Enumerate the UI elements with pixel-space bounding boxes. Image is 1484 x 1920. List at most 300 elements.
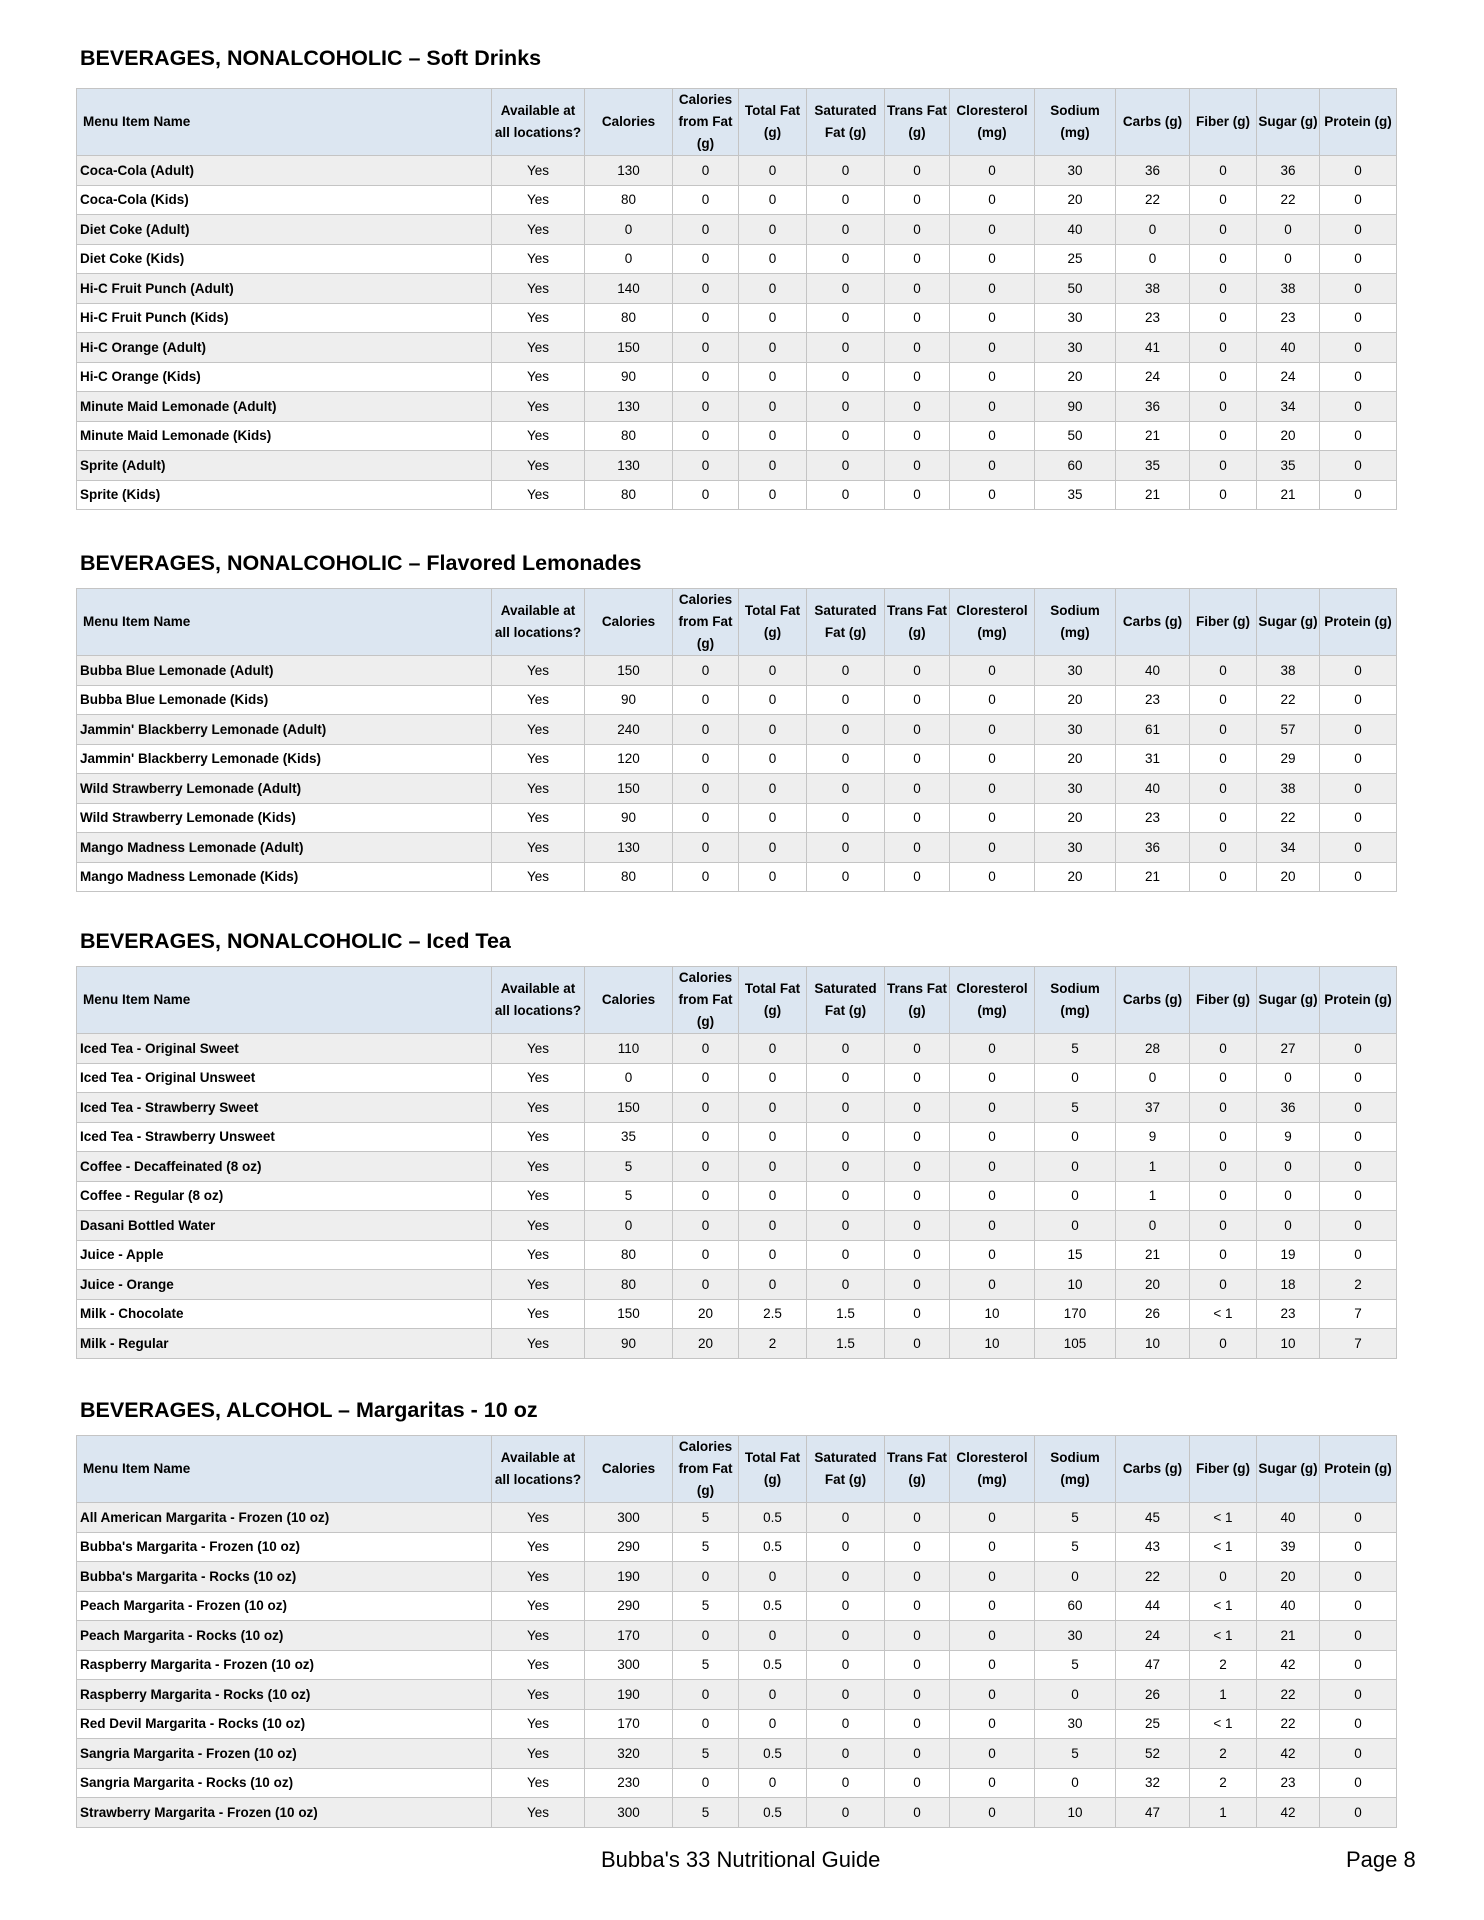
nutrition-value: 190: [585, 1680, 673, 1710]
nutrition-value: 0: [1190, 862, 1257, 892]
nutrition-value: 25: [1035, 244, 1116, 274]
nutrition-value: 80: [585, 862, 673, 892]
table-row: [77, 1503, 1397, 1533]
nutrition-value: 0: [673, 185, 739, 215]
nutrition-value: 0: [885, 215, 950, 245]
nutrition-value: 0: [950, 333, 1035, 363]
nutrition-value: 25: [1116, 1709, 1190, 1739]
nutrition-value: 0: [950, 1122, 1035, 1152]
nutrition-value: 44: [1116, 1591, 1190, 1621]
table-row: [77, 656, 1397, 686]
nutrition-value: 0: [739, 1270, 807, 1300]
menu-item-name: Coca-Cola (Adult): [77, 156, 492, 186]
nutrition-value: 0: [673, 1240, 739, 1270]
nutrition-value: 0: [1190, 1063, 1257, 1093]
nutrition-value: 0: [1320, 421, 1397, 451]
nutrition-value: 0: [585, 1063, 673, 1093]
nutrition-value: 0: [1190, 274, 1257, 304]
nutrition-value: 0: [807, 1034, 885, 1064]
nutrition-value: 0: [1320, 685, 1397, 715]
nutrition-value: Yes: [492, 1211, 585, 1241]
nutrition-value: 240: [585, 715, 673, 745]
nutrition-value: 0: [1320, 1562, 1397, 1592]
nutrition-value: 0.5: [739, 1798, 807, 1828]
nutrition-value: 0: [739, 1621, 807, 1651]
header-row: [77, 967, 1397, 1034]
nutrition-value: 0: [739, 1240, 807, 1270]
nutrition-value: 0: [1320, 774, 1397, 804]
nutrition-value: 105: [1035, 1329, 1116, 1359]
nutrition-value: 0: [1320, 480, 1397, 510]
nutrition-value: 21: [1116, 862, 1190, 892]
nutrition-value: 0: [885, 1211, 950, 1241]
nutrition-value: 0: [950, 1680, 1035, 1710]
nutrition-value: 0: [1257, 244, 1320, 274]
nutrition-value: 190: [585, 1562, 673, 1592]
menu-item-name: Bubba Blue Lemonade (Kids): [77, 685, 492, 715]
nutrition-value: 20: [1035, 362, 1116, 392]
menu-item-name: Coca-Cola (Kids): [77, 185, 492, 215]
nutrition-value: 37: [1116, 1093, 1190, 1123]
column-header: Calories from Fat (g): [673, 589, 739, 656]
nutrition-value: 140: [585, 274, 673, 304]
nutrition-value: 0: [1320, 1034, 1397, 1064]
nutrition-value: 0: [739, 1211, 807, 1241]
table-row: [77, 303, 1397, 333]
column-header: Fiber (g): [1190, 89, 1257, 156]
table-row: [77, 833, 1397, 863]
nutrition-value: 0: [1190, 774, 1257, 804]
nutrition-value: 0: [739, 215, 807, 245]
nutrition-value: 0: [885, 1591, 950, 1621]
nutrition-value: 22: [1257, 803, 1320, 833]
table-row: [77, 1270, 1397, 1300]
table-row: [77, 333, 1397, 363]
nutrition-value: 130: [585, 156, 673, 186]
nutrition-value: 23: [1257, 303, 1320, 333]
nutrition-value: 0: [673, 421, 739, 451]
nutrition-value: 47: [1116, 1650, 1190, 1680]
nutrition-value: 90: [585, 1329, 673, 1359]
table-row: [77, 1768, 1397, 1798]
column-header: Cloresterol (mg): [950, 1436, 1035, 1503]
column-header: Calories: [585, 967, 673, 1034]
nutrition-value: 0: [1320, 1798, 1397, 1828]
nutrition-value: 0: [673, 833, 739, 863]
nutrition-value: 0: [673, 1093, 739, 1123]
nutrition-value: 0: [807, 744, 885, 774]
nutrition-value: 0: [807, 803, 885, 833]
nutrition-value: 31: [1116, 744, 1190, 774]
nutrition-value: 0: [673, 1181, 739, 1211]
nutrition-value: 21: [1116, 421, 1190, 451]
nutrition-value: 0: [807, 862, 885, 892]
nutrition-value: 22: [1116, 1562, 1190, 1592]
nutrition-value: 0: [1190, 215, 1257, 245]
nutrition-value: 20: [673, 1299, 739, 1329]
nutrition-value: 47: [1116, 1798, 1190, 1828]
nutrition-value: 0: [885, 1063, 950, 1093]
nutrition-value: 20: [1257, 1562, 1320, 1592]
menu-item-name: Jammin' Blackberry Lemonade (Kids): [77, 744, 492, 774]
menu-item-name: Sangria Margarita - Frozen (10 oz): [77, 1739, 492, 1769]
nutrition-value: Yes: [492, 862, 585, 892]
nutrition-value: 21: [1257, 480, 1320, 510]
nutrition-value: 5: [1035, 1503, 1116, 1533]
nutrition-value: Yes: [492, 1591, 585, 1621]
menu-item-name: Minute Maid Lemonade (Adult): [77, 392, 492, 422]
nutrition-value: Yes: [492, 744, 585, 774]
table-row: [77, 1063, 1397, 1093]
menu-item-name: Juice - Apple: [77, 1240, 492, 1270]
nutrition-value: 0: [950, 744, 1035, 774]
column-header: Carbs (g): [1116, 1436, 1190, 1503]
nutrition-value: 0: [1035, 1063, 1116, 1093]
nutrition-value: 36: [1116, 392, 1190, 422]
nutrition-value: 0: [1190, 1211, 1257, 1241]
nutrition-value: 0: [1320, 362, 1397, 392]
nutrition-value: 0: [885, 274, 950, 304]
nutrition-value: 5: [1035, 1034, 1116, 1064]
nutrition-value: 0: [807, 1152, 885, 1182]
nutrition-value: 0: [885, 1532, 950, 1562]
nutrition-value: 0: [739, 715, 807, 745]
nutrition-value: 0: [739, 1562, 807, 1592]
nutrition-value: Yes: [492, 1650, 585, 1680]
nutrition-value: 150: [585, 656, 673, 686]
nutrition-value: 30: [1035, 715, 1116, 745]
nutrition-value: 0: [739, 774, 807, 804]
nutrition-value: 42: [1257, 1739, 1320, 1769]
nutrition-value: 0: [1190, 1122, 1257, 1152]
nutrition-value: 0: [673, 1211, 739, 1241]
nutrition-value: 0: [673, 451, 739, 481]
nutrition-value: 0: [885, 1739, 950, 1769]
table-row: [77, 1739, 1397, 1769]
table-header-row: [77, 589, 1397, 656]
nutrition-value: 0: [1320, 215, 1397, 245]
column-header: Sodium (mg): [1035, 89, 1116, 156]
table-row: [77, 1798, 1397, 1828]
table-row: [77, 362, 1397, 392]
nutrition-value: 42: [1257, 1650, 1320, 1680]
menu-item-name: Raspberry Margarita - Rocks (10 oz): [77, 1680, 492, 1710]
nutrition-value: Yes: [492, 803, 585, 833]
nutrition-value: 0: [1320, 333, 1397, 363]
nutrition-value: 320: [585, 1739, 673, 1769]
nutrition-value: 0: [950, 1798, 1035, 1828]
nutrition-value: 130: [585, 833, 673, 863]
nutrition-value: 0: [739, 244, 807, 274]
nutrition-value: 0: [673, 1270, 739, 1300]
nutrition-value: 20: [1035, 185, 1116, 215]
nutrition-value: 0: [739, 1034, 807, 1064]
nutrition-value: 5: [1035, 1532, 1116, 1562]
nutrition-value: 0: [673, 480, 739, 510]
nutrition-value: Yes: [492, 1270, 585, 1300]
nutrition-value: 22: [1116, 185, 1190, 215]
nutrition-value: 0: [1190, 803, 1257, 833]
table-row: [77, 1122, 1397, 1152]
nutrition-value: 0: [1320, 1768, 1397, 1798]
nutrition-value: 0: [950, 1240, 1035, 1270]
column-header: Carbs (g): [1116, 89, 1190, 156]
nutrition-value: 80: [585, 421, 673, 451]
nutrition-value: 0: [739, 451, 807, 481]
nutrition-value: 0: [739, 862, 807, 892]
nutrition-value: 26: [1116, 1680, 1190, 1710]
column-header: Available at all locations?: [492, 967, 585, 1034]
nutrition-value: 0: [1320, 392, 1397, 422]
table-row: [77, 1562, 1397, 1592]
menu-item-name: Milk - Chocolate: [77, 1299, 492, 1329]
nutrition-value: 0: [885, 1680, 950, 1710]
nutrition-value: 0: [950, 1181, 1035, 1211]
nutrition-value: Yes: [492, 656, 585, 686]
nutrition-value: 0: [1320, 451, 1397, 481]
nutrition-value: 0: [739, 303, 807, 333]
nutrition-value: 0: [1190, 833, 1257, 863]
nutrition-value: 38: [1116, 274, 1190, 304]
menu-item-name: Iced Tea - Strawberry Sweet: [77, 1093, 492, 1123]
nutrition-value: 0: [1190, 1093, 1257, 1123]
nutrition-value: 0: [807, 685, 885, 715]
table-header-row: [77, 1436, 1397, 1503]
nutrition-value: Yes: [492, 333, 585, 363]
column-header: Available at all locations?: [492, 89, 585, 156]
nutrition-value: 0: [807, 774, 885, 804]
nutrition-value: 2: [1190, 1650, 1257, 1680]
nutrition-value: 5: [1035, 1093, 1116, 1123]
nutrition-table-flavored-lemonades: [76, 588, 1397, 892]
nutrition-value: 0: [950, 685, 1035, 715]
nutrition-value: 0: [950, 1034, 1035, 1064]
menu-item-name: Coffee - Decaffeinated (8 oz): [77, 1152, 492, 1182]
nutrition-value: 0: [739, 1709, 807, 1739]
nutrition-value: 0.5: [739, 1532, 807, 1562]
nutrition-value: 0: [1035, 1211, 1116, 1241]
nutrition-value: 0: [1035, 1152, 1116, 1182]
nutrition-value: 0: [1190, 392, 1257, 422]
nutrition-value: 0: [807, 421, 885, 451]
table-row: [77, 1034, 1397, 1064]
nutrition-value: 0: [1320, 274, 1397, 304]
nutrition-value: 9: [1116, 1122, 1190, 1152]
nutrition-value: 36: [1116, 833, 1190, 863]
nutrition-value: 0: [885, 685, 950, 715]
nutrition-value: 24: [1257, 362, 1320, 392]
nutrition-value: 40: [1257, 1591, 1320, 1621]
nutrition-value: 0: [950, 1270, 1035, 1300]
column-header: Cloresterol (mg): [950, 967, 1035, 1034]
nutrition-value: 5: [673, 1798, 739, 1828]
nutrition-value: 0: [1190, 1270, 1257, 1300]
nutrition-value: Yes: [492, 1798, 585, 1828]
nutrition-value: 0: [673, 156, 739, 186]
nutrition-value: < 1: [1190, 1532, 1257, 1562]
nutrition-value: 0: [1190, 451, 1257, 481]
nutrition-value: Yes: [492, 1329, 585, 1359]
nutrition-value: 300: [585, 1503, 673, 1533]
nutrition-value: 15: [1035, 1240, 1116, 1270]
nutrition-value: 20: [673, 1329, 739, 1359]
nutrition-value: 0: [885, 1034, 950, 1064]
table-row: [77, 1299, 1397, 1329]
section-title-margaritas: BEVERAGES, ALCOHOL – Margaritas - 10 oz: [80, 1398, 538, 1422]
nutrition-value: 150: [585, 1299, 673, 1329]
menu-item-name: Hi-C Fruit Punch (Adult): [77, 274, 492, 304]
nutrition-value: 36: [1116, 156, 1190, 186]
column-header: Cloresterol (mg): [950, 589, 1035, 656]
nutrition-value: 0: [807, 1181, 885, 1211]
nutrition-value: 0: [950, 303, 1035, 333]
nutrition-value: 2: [1320, 1270, 1397, 1300]
nutrition-value: 0: [807, 244, 885, 274]
nutrition-value: 22: [1257, 185, 1320, 215]
nutrition-value: 0: [807, 1621, 885, 1651]
menu-item-name: Diet Coke (Adult): [77, 215, 492, 245]
nutrition-value: 0: [950, 715, 1035, 745]
nutrition-value: 0: [950, 1768, 1035, 1798]
nutrition-value: 0: [739, 185, 807, 215]
nutrition-value: 5: [585, 1181, 673, 1211]
nutrition-value: 230: [585, 1768, 673, 1798]
nutrition-value: 0: [885, 1650, 950, 1680]
nutrition-value: 0: [885, 1798, 950, 1828]
nutrition-value: 0: [673, 1122, 739, 1152]
nutrition-value: 0: [739, 1093, 807, 1123]
nutrition-value: 0: [950, 1063, 1035, 1093]
nutrition-value: 0: [807, 1063, 885, 1093]
menu-item-name: Sprite (Kids): [77, 480, 492, 510]
nutrition-value: 0: [885, 715, 950, 745]
nutrition-value: 7: [1320, 1299, 1397, 1329]
nutrition-value: 0: [885, 1299, 950, 1329]
nutrition-value: 0: [950, 244, 1035, 274]
nutrition-value: 0: [950, 215, 1035, 245]
nutrition-value: 18: [1257, 1270, 1320, 1300]
column-header: Calories from Fat (g): [673, 967, 739, 1034]
nutrition-value: Yes: [492, 1562, 585, 1592]
menu-item-name: Milk - Regular: [77, 1329, 492, 1359]
nutrition-value: 22: [1257, 685, 1320, 715]
nutrition-value: Yes: [492, 1739, 585, 1769]
nutrition-value: 0: [807, 1798, 885, 1828]
menu-item-name: Iced Tea - Original Sweet: [77, 1034, 492, 1064]
nutrition-value: 0: [885, 1240, 950, 1270]
nutrition-value: 0: [673, 1709, 739, 1739]
nutrition-value: 30: [1035, 333, 1116, 363]
nutrition-value: 0: [1190, 715, 1257, 745]
table-row: [77, 685, 1397, 715]
nutrition-value: 30: [1035, 303, 1116, 333]
table-header-row: [77, 89, 1397, 156]
menu-item-name: Peach Margarita - Frozen (10 oz): [77, 1591, 492, 1621]
nutrition-value: 0: [807, 1240, 885, 1270]
nutrition-value: 0: [739, 1122, 807, 1152]
nutrition-value: 0: [950, 1093, 1035, 1123]
nutrition-value: 0: [1190, 156, 1257, 186]
nutrition-value: 0: [585, 215, 673, 245]
table-row: [77, 215, 1397, 245]
column-header: Available at all locations?: [492, 589, 585, 656]
nutrition-value: 0: [885, 862, 950, 892]
nutrition-value: 0: [1190, 1181, 1257, 1211]
nutrition-value: Yes: [492, 1152, 585, 1182]
table-row: [77, 803, 1397, 833]
nutrition-value: 0: [739, 1063, 807, 1093]
nutrition-value: 9: [1257, 1122, 1320, 1152]
nutrition-value: < 1: [1190, 1621, 1257, 1651]
nutrition-value: 21: [1257, 1621, 1320, 1651]
nutrition-value: Yes: [492, 1240, 585, 1270]
nutrition-value: 0: [885, 744, 950, 774]
nutrition-value: 5: [1035, 1739, 1116, 1769]
nutrition-value: 0: [1257, 1063, 1320, 1093]
nutrition-value: 40: [1116, 656, 1190, 686]
nutrition-value: 0: [673, 303, 739, 333]
nutrition-value: 0: [950, 656, 1035, 686]
nutrition-value: Yes: [492, 833, 585, 863]
table-row: [77, 744, 1397, 774]
nutrition-value: Yes: [492, 215, 585, 245]
column-header: Available at all locations?: [492, 1436, 585, 1503]
nutrition-value: 2.5: [739, 1299, 807, 1329]
nutrition-value: 0: [1320, 1680, 1397, 1710]
nutrition-value: < 1: [1190, 1503, 1257, 1533]
nutrition-value: 0: [1035, 1122, 1116, 1152]
menu-item-name: Bubba's Margarita - Frozen (10 oz): [77, 1532, 492, 1562]
menu-item-name: Juice - Orange: [77, 1270, 492, 1300]
column-header: Trans Fat (g): [885, 589, 950, 656]
menu-item-name: All American Margarita - Frozen (10 oz): [77, 1503, 492, 1533]
nutrition-value: 30: [1035, 156, 1116, 186]
nutrition-value: 0: [673, 1034, 739, 1064]
nutrition-value: Yes: [492, 362, 585, 392]
nutrition-value: 29: [1257, 744, 1320, 774]
menu-item-name: Red Devil Margarita - Rocks (10 oz): [77, 1709, 492, 1739]
nutrition-value: Yes: [492, 1034, 585, 1064]
nutrition-value: 170: [585, 1709, 673, 1739]
nutrition-value: 0: [885, 1122, 950, 1152]
nutrition-value: 0: [673, 1768, 739, 1798]
nutrition-value: Yes: [492, 274, 585, 304]
nutrition-value: 170: [585, 1621, 673, 1651]
nutrition-value: 0: [1190, 685, 1257, 715]
column-header: Menu Item Name: [77, 1436, 492, 1503]
column-header: Calories: [585, 1436, 673, 1503]
nutrition-value: 39: [1257, 1532, 1320, 1562]
nutrition-value: Yes: [492, 1503, 585, 1533]
nutrition-value: 0: [885, 480, 950, 510]
nutrition-value: 0: [673, 362, 739, 392]
nutrition-value: 5: [673, 1739, 739, 1769]
nutrition-value: 0: [1116, 215, 1190, 245]
nutrition-value: 0: [673, 744, 739, 774]
menu-item-name: Wild Strawberry Lemonade (Adult): [77, 774, 492, 804]
nutrition-value: 80: [585, 1240, 673, 1270]
nutrition-value: 300: [585, 1650, 673, 1680]
header-row: [77, 1436, 1397, 1503]
column-header: Protein (g): [1320, 89, 1397, 156]
nutrition-value: 0: [673, 656, 739, 686]
column-header: Calories: [585, 89, 673, 156]
table-row: [77, 1650, 1397, 1680]
nutrition-value: Yes: [492, 1299, 585, 1329]
nutrition-value: 0: [1320, 803, 1397, 833]
nutrition-value: 0: [807, 215, 885, 245]
nutrition-value: Yes: [492, 1181, 585, 1211]
